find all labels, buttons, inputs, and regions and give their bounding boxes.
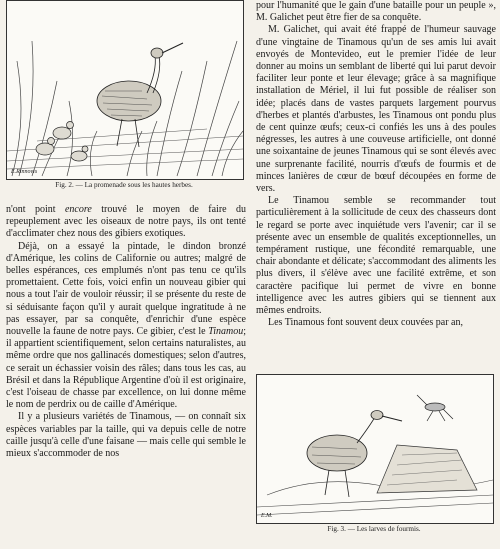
left-p2-emphasis: Tinamou bbox=[208, 326, 244, 338]
left-paragraph-1 bbox=[6, 204, 246, 241]
tinamou-eating-larvae-illustration bbox=[257, 375, 493, 523]
left-p1-emphasis: encore bbox=[64, 204, 92, 215]
figure-3-signature: E.M. bbox=[261, 513, 273, 519]
right-paragraph-1: pour l'humanité que le gain d'une bataille pour un peuple », M. Galichet peut être fier de sa conquête. bbox=[256, 0, 496, 24]
right-paragraph-2: M. Galichet, qui avait été frappé de l'humeur sauvage d'une vingtaine de Tinamous qu'un de ses amis lui avait envoyés de Montevideo, eut le premier l'idée de leur donner au moins un semblant de liberté qui lui parut devoir faciliter leur ponte et leur élevage; grâce à sa magnifique installation de Mériel, il lui fut possible de réaliser son idée; placés dans de vastes parquets largement pourvus d'herbes et plantés d'arbustes, les Tinamous ont pondu plus de cent quinze œufs; ceux-ci confiés les uns à des poules négresses, les autres à une couveuse artificielle, ont donné une soixantaine de jeunes Tinamous qui se sont élevés avec une surprenante facilité, nourris d'œufs de fourmis et de minces lanières de cœur de bœuf découpées en forme de vers. bbox=[256, 24, 496, 195]
left-paragraph-2 bbox=[6, 241, 246, 412]
right-paragraph-4: Les Tinamous font souvent deux couvées par an, bbox=[268, 317, 463, 329]
figure-2-caption: Fig. 2. — La promenade sous les hautes herbes. bbox=[55, 181, 193, 189]
left-paragraph-3: Il y a plusieurs variétés de Tinamous, — on connaît six espèces variables par la taille, qui va depuis celle de notre caille jusqu'à celle d'une faisane — mais celle qui semble le mieux s'accommoder de nos bbox=[6, 411, 246, 460]
left-p2-part-a: Déjà, on a essayé la pintade, le dindon bronzé d'Amérique, les colins de Californie ou autres; malgré de belles espérances, ces emplumés n'ont pas tenu ce qu'ils promettaient. Cette fois, voici enfin un nouveau gibier qui nous a tout l'air de vouloir réussir; il se présente du reste de si séduisante façon qu'il y aurait quelque ingratitude à ne pas essayer, par sa conquête, d'enrichir d'une espèce nouvelle la faune de notre pays. Ce gibier, c'est le bbox=[6, 240, 246, 338]
figure-3-caption: Fig. 3. — Les larves de fourmis. bbox=[327, 525, 421, 533]
right-paragraph-3: Le Tinamou semble se recommander tout particulièrement à la sollicitude de ceux des chasseurs dont le regard se porte avec inquiétude vers l'avenir; car il se présente avec un ensemble de qualités exceptionnelles, un tempérament rustique, une fécondité remarquable, une chair abondante et délicate; s'accommodant des aliments les plus divers, il s'élève avec une facilité extrême, et son caractère pacifique lui permet de vivre en bonne intelligence avec les autres gibiers qui se tiennent aux mêmes endroits. bbox=[256, 195, 496, 317]
tinamou-walking-illustration bbox=[7, 1, 243, 179]
right-column-text bbox=[256, 0, 496, 329]
left-p1-part-b: trouvé le moyen de faire du repeuplement avec les oiseaux de notre pays, ils ont tenté d'acclimater chez nous des gibiers exotiques. bbox=[6, 204, 247, 240]
figure-2-illustration bbox=[6, 0, 244, 180]
figure-2-signature: E.Rinnovis bbox=[11, 169, 38, 175]
figure-3-illustration bbox=[256, 374, 494, 524]
left-p2-part-b: ; il appartient scientifiquement, selon certains naturalistes, au même ordre que nos gallinacés domestiques; selon d'autres, ce serait un échassier voisin des râles; dans tous les cas, au Brésil et dans la République Argentine d'où il est originaire, c'est l'oiseau de chasse par excellence, on lui donne même le nom de perdrix ou de caille d'Amérique. bbox=[6, 326, 246, 411]
left-column-text bbox=[6, 204, 246, 460]
left-p1-part-a: n'ont point bbox=[6, 204, 65, 215]
